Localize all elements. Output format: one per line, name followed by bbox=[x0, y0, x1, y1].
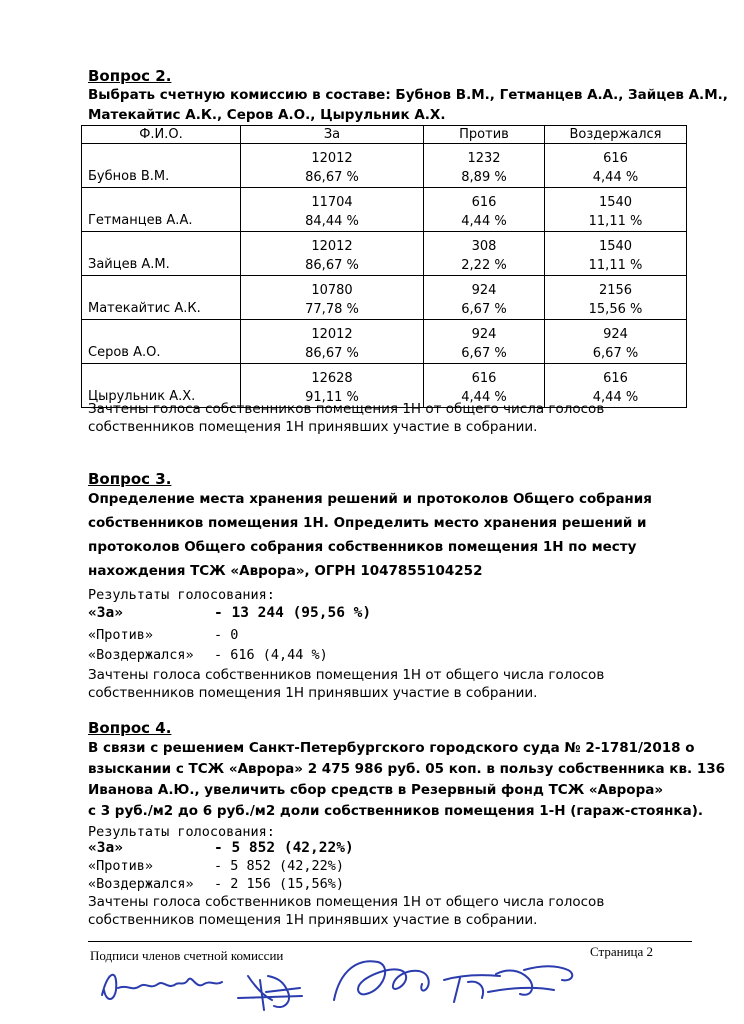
for-percent: 91,11 % bbox=[305, 390, 359, 405]
abstained-votes: 1540 bbox=[598, 195, 633, 210]
candidate-name: Гетманцев А.А. bbox=[82, 188, 241, 232]
abstained-percent: 4,44 % bbox=[592, 390, 639, 405]
candidate-name: Бубнов В.М. bbox=[82, 144, 241, 188]
abstained-cell bbox=[545, 232, 687, 276]
table-row bbox=[82, 320, 687, 364]
abstained-cell bbox=[545, 276, 687, 320]
abstained-percent: 6,67 % bbox=[592, 346, 639, 361]
question-4-text-line-1: В связи с решением Санкт-Петербургского городского суда № 2-1781/2018 о bbox=[88, 740, 695, 756]
for-cell bbox=[241, 144, 424, 188]
for-votes: 12012 bbox=[311, 151, 353, 166]
abstained-votes: 2156 bbox=[598, 283, 633, 298]
for-cell bbox=[241, 232, 424, 276]
for-percent: 86,67 % bbox=[305, 170, 359, 185]
question-4-text-line-4: с 3 руб./м2 до 6 руб./м2 доли собственников помещения 1-Н (гараж-стоянка). bbox=[88, 803, 704, 819]
abstained-percent: 4,44 % bbox=[592, 170, 639, 185]
signature-4 bbox=[444, 966, 572, 1002]
question-4-abstained-label: «Воздержался» bbox=[88, 876, 194, 892]
against-cell bbox=[424, 276, 545, 320]
signature-2 bbox=[238, 976, 302, 1010]
against-votes: 616 bbox=[471, 195, 497, 210]
question-2-note-line-2: собственников помещения 1Н принявших участие в собрании. bbox=[88, 419, 538, 435]
vote-results-table bbox=[81, 125, 687, 408]
question-4-abstained-value: - 2 156 (15,56%) bbox=[214, 876, 345, 892]
abstained-votes: 616 bbox=[603, 371, 628, 386]
against-percent: 8,89 % bbox=[461, 170, 507, 185]
abstained-cell bbox=[545, 320, 687, 364]
for-votes: 12012 bbox=[311, 327, 353, 342]
against-votes: 1232 bbox=[467, 151, 501, 166]
against-percent: 4,44 % bbox=[461, 390, 507, 405]
column-header-abstained: Воздержался bbox=[545, 126, 687, 144]
for-votes: 11704 bbox=[311, 195, 353, 210]
signatures-label: Подписи членов счетной комиссии bbox=[90, 948, 284, 963]
column-header-for: За bbox=[241, 126, 424, 144]
question-4-against-label: «Против» bbox=[88, 858, 154, 874]
question-4-text-line-2: взыскании с ТСЖ «Аврора» 2 475 986 руб. 05 коп. в пользу собственника кв. 136 bbox=[88, 761, 725, 777]
abstained-cell bbox=[545, 144, 687, 188]
question-2-text-line-2: Матекайтис А.К., Серов А.О., Цырульник А.Х. bbox=[88, 107, 446, 123]
against-votes: 924 bbox=[471, 327, 497, 342]
against-cell bbox=[424, 320, 545, 364]
question-3-text-line-2: собственников помещения 1Н. Определить место хранения решений и bbox=[88, 515, 647, 531]
question-3-text-line-4: нахождения ТСЖ «Аврора», ОГРН 1047855104252 bbox=[88, 563, 483, 579]
candidate-name: Зайцев А.М. bbox=[82, 232, 241, 276]
signature-3 bbox=[334, 961, 429, 1000]
signature-1 bbox=[102, 975, 222, 999]
table-row bbox=[82, 188, 687, 232]
question-3-note-line-1: Зачтены голоса собственников помещения 1Н от общего числа голосов bbox=[88, 667, 605, 683]
for-votes: 12628 bbox=[311, 371, 353, 386]
against-votes: 924 bbox=[471, 283, 497, 298]
question-3-against-value: - 0 bbox=[214, 627, 239, 643]
question-3-for-value: - 13 244 (95,56 %) bbox=[214, 605, 372, 621]
against-votes: 616 bbox=[471, 371, 497, 386]
question-4-text-line-3: Иванова А.Ю., увеличить сбор средств в Резервный фонд ТСЖ «Аврора» bbox=[88, 782, 664, 798]
question-4-heading: Вопрос 4. bbox=[88, 719, 172, 737]
against-cell bbox=[424, 232, 545, 276]
for-percent: 86,67 % bbox=[305, 258, 359, 273]
page-number: Страница 2 bbox=[590, 944, 654, 959]
for-cell bbox=[241, 320, 424, 364]
column-header-against: Против bbox=[424, 126, 545, 144]
question-3-for-label: «За» bbox=[88, 605, 123, 621]
for-cell bbox=[241, 188, 424, 232]
question-3-abstained-label: «Воздержался» bbox=[88, 647, 194, 663]
for-cell bbox=[241, 276, 424, 320]
table-row bbox=[82, 144, 687, 188]
for-votes: 10780 bbox=[311, 283, 353, 298]
table-row bbox=[82, 276, 687, 320]
abstained-percent: 15,56 % bbox=[588, 302, 643, 317]
question-3-results-label: Результаты голосования: bbox=[88, 587, 275, 603]
abstained-votes: 924 bbox=[603, 327, 628, 342]
question-3-text-line-1: Определение места хранения решений и протоколов Общего собрания bbox=[88, 491, 652, 507]
abstained-percent: 11,11 % bbox=[588, 258, 643, 273]
candidate-name: Цырульник А.Х. bbox=[82, 364, 241, 408]
for-percent: 86,67 % bbox=[305, 346, 359, 361]
against-percent: 2,22 % bbox=[461, 258, 507, 273]
question-4-results-label: Результаты голосования: bbox=[88, 824, 275, 840]
question-2-text-line-1: Выбрать счетную комиссию в составе: Бубнов В.М., Гетманцев А.А., Зайцев А.М., bbox=[88, 87, 728, 103]
for-percent: 77,78 % bbox=[305, 302, 359, 317]
table-row bbox=[82, 232, 687, 276]
table-header-row bbox=[82, 126, 687, 144]
question-3-text-line-3: протоколов Общего собрания собственников помещения 1Н по месту bbox=[88, 539, 637, 555]
question-4-note-line-2: собственников помещения 1Н принявших участие в собрании. bbox=[88, 912, 538, 928]
against-percent: 6,67 % bbox=[461, 302, 507, 317]
abstained-cell bbox=[545, 188, 687, 232]
question-3-abstained-value: - 616 (4,44 %) bbox=[214, 647, 328, 663]
for-percent: 84,44 % bbox=[305, 214, 359, 229]
question-2-heading: Вопрос 2. bbox=[88, 67, 172, 85]
question-4-note-line-1: Зачтены голоса собственников помещения 1Н от общего числа голосов bbox=[88, 894, 605, 910]
question-3-heading: Вопрос 3. bbox=[88, 470, 172, 488]
column-header-name: Ф.И.О. bbox=[82, 126, 241, 144]
abstained-percent: 11,11 % bbox=[588, 214, 643, 229]
question-4-for-label: «За» bbox=[88, 840, 123, 856]
question-2-note-line-1: Зачтены голоса собственников помещения 1Н от общего числа голосов bbox=[88, 401, 605, 417]
against-cell bbox=[424, 144, 545, 188]
against-cell bbox=[424, 188, 545, 232]
question-4-for-value: - 5 852 (42,22%) bbox=[214, 840, 354, 856]
abstained-votes: 616 bbox=[603, 151, 628, 166]
candidate-name: Серов А.О. bbox=[82, 320, 241, 364]
signatures-image bbox=[88, 940, 648, 1020]
question-4-against-value: - 5 852 (42,22%) bbox=[214, 858, 345, 874]
candidate-name: Матекайтис А.К. bbox=[82, 276, 241, 320]
question-3-against-label: «Против» bbox=[88, 627, 154, 643]
against-votes: 308 bbox=[471, 239, 497, 254]
question-3-note-line-2: собственников помещения 1Н принявших участие в собрании. bbox=[88, 685, 538, 701]
against-percent: 4,44 % bbox=[461, 214, 507, 229]
against-percent: 6,67 % bbox=[461, 346, 507, 361]
for-votes: 12012 bbox=[311, 239, 353, 254]
abstained-votes: 1540 bbox=[598, 239, 633, 254]
